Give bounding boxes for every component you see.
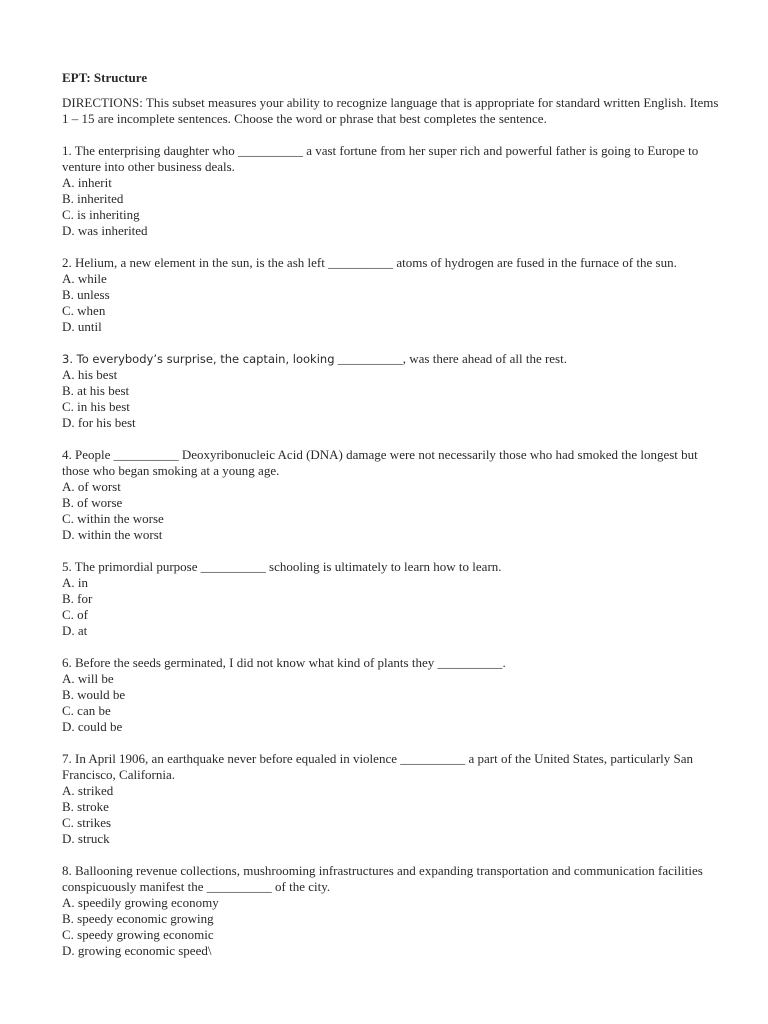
- option-d: D. within the worst: [62, 527, 163, 542]
- option-a: A. in: [62, 575, 88, 590]
- option-c: C. in his best: [62, 399, 130, 414]
- option-b: B. would be: [62, 687, 126, 702]
- question-text-prefix: 3. To everybody’s surprise, the captain, looking: [62, 352, 335, 366]
- option-d: D. until: [62, 319, 102, 334]
- option-a: A. while: [62, 271, 107, 286]
- option-b: B. inherited: [62, 191, 124, 206]
- option-a: A. of worst: [62, 479, 121, 494]
- question-3: [62, 351, 722, 431]
- question-text: 2. Helium, a new element in the sun, is the ash left __________ atoms of hydrogen are fused in the furnace of the sun.: [62, 255, 677, 270]
- question-2: [62, 255, 722, 335]
- question-text: 1. The enterprising daughter who __________ a vast fortune from her super rich and powerful father is going to Europe to venture into other business deals.: [62, 143, 699, 174]
- question-text: 5. The primordial purpose __________ schooling is ultimately to learn how to learn.: [62, 559, 502, 574]
- question-text: 6. Before the seeds germinated, I did not know what kind of plants they __________.: [62, 655, 506, 670]
- document-content: [62, 70, 722, 975]
- option-b: B. at his best: [62, 383, 130, 398]
- option-a: A. his best: [62, 367, 118, 382]
- option-d: D. struck: [62, 831, 110, 846]
- question-4: [62, 447, 722, 543]
- option-b: B. unless: [62, 287, 110, 302]
- question-7: [62, 751, 722, 847]
- option-d: D. was inherited: [62, 223, 148, 238]
- question-8: [62, 863, 722, 959]
- document-title: EPT: Structure: [62, 70, 148, 85]
- directions-paragraph: DIRECTIONS: This subset measures your ability to recognize language that is appropriate for standard written English. Items 1 – 15 are incomplete sentences. Choose the word or phrase that best completes the sentence.: [62, 95, 719, 126]
- option-d: D. at: [62, 623, 88, 638]
- option-d: D. growing economic speed\: [62, 943, 212, 958]
- question-5: [62, 559, 722, 639]
- question-1: [62, 143, 722, 239]
- option-b: B. stroke: [62, 799, 109, 814]
- option-b: B. speedy economic growing: [62, 911, 214, 926]
- option-a: A. will be: [62, 671, 114, 686]
- option-a: A. speedily growing economy: [62, 895, 219, 910]
- option-c: C. speedy growing economic: [62, 927, 214, 942]
- question-text-suffix: __________, was there ahead of all the rest.: [334, 351, 567, 366]
- option-c: C. strikes: [62, 815, 112, 830]
- option-d: D. could be: [62, 719, 123, 734]
- question-text: 8. Ballooning revenue collections, mushrooming infrastructures and expanding transportation and communication facilities conspicuously manifest the __________ of the city.: [62, 863, 703, 894]
- option-b: B. for: [62, 591, 93, 606]
- question-text: 7. In April 1906, an earthquake never before equaled in violence __________ a part of the United States, particularly San Francisco, California.: [62, 751, 694, 782]
- option-c: C. within the worse: [62, 511, 164, 526]
- option-c: C. is inheriting: [62, 207, 140, 222]
- option-c: C. can be: [62, 703, 111, 718]
- option-c: C. when: [62, 303, 106, 318]
- option-b: B. of worse: [62, 495, 123, 510]
- option-c: C. of: [62, 607, 88, 622]
- option-a: A. striked: [62, 783, 114, 798]
- question-text: 4. People __________ Deoxyribonucleic Acid (DNA) damage were not necessarily those who had smoked the longest but those who began smoking at a young age.: [62, 447, 698, 478]
- option-a: A. inherit: [62, 175, 112, 190]
- option-d: D. for his best: [62, 415, 136, 430]
- question-6: [62, 655, 722, 735]
- question-text: [62, 351, 722, 367]
